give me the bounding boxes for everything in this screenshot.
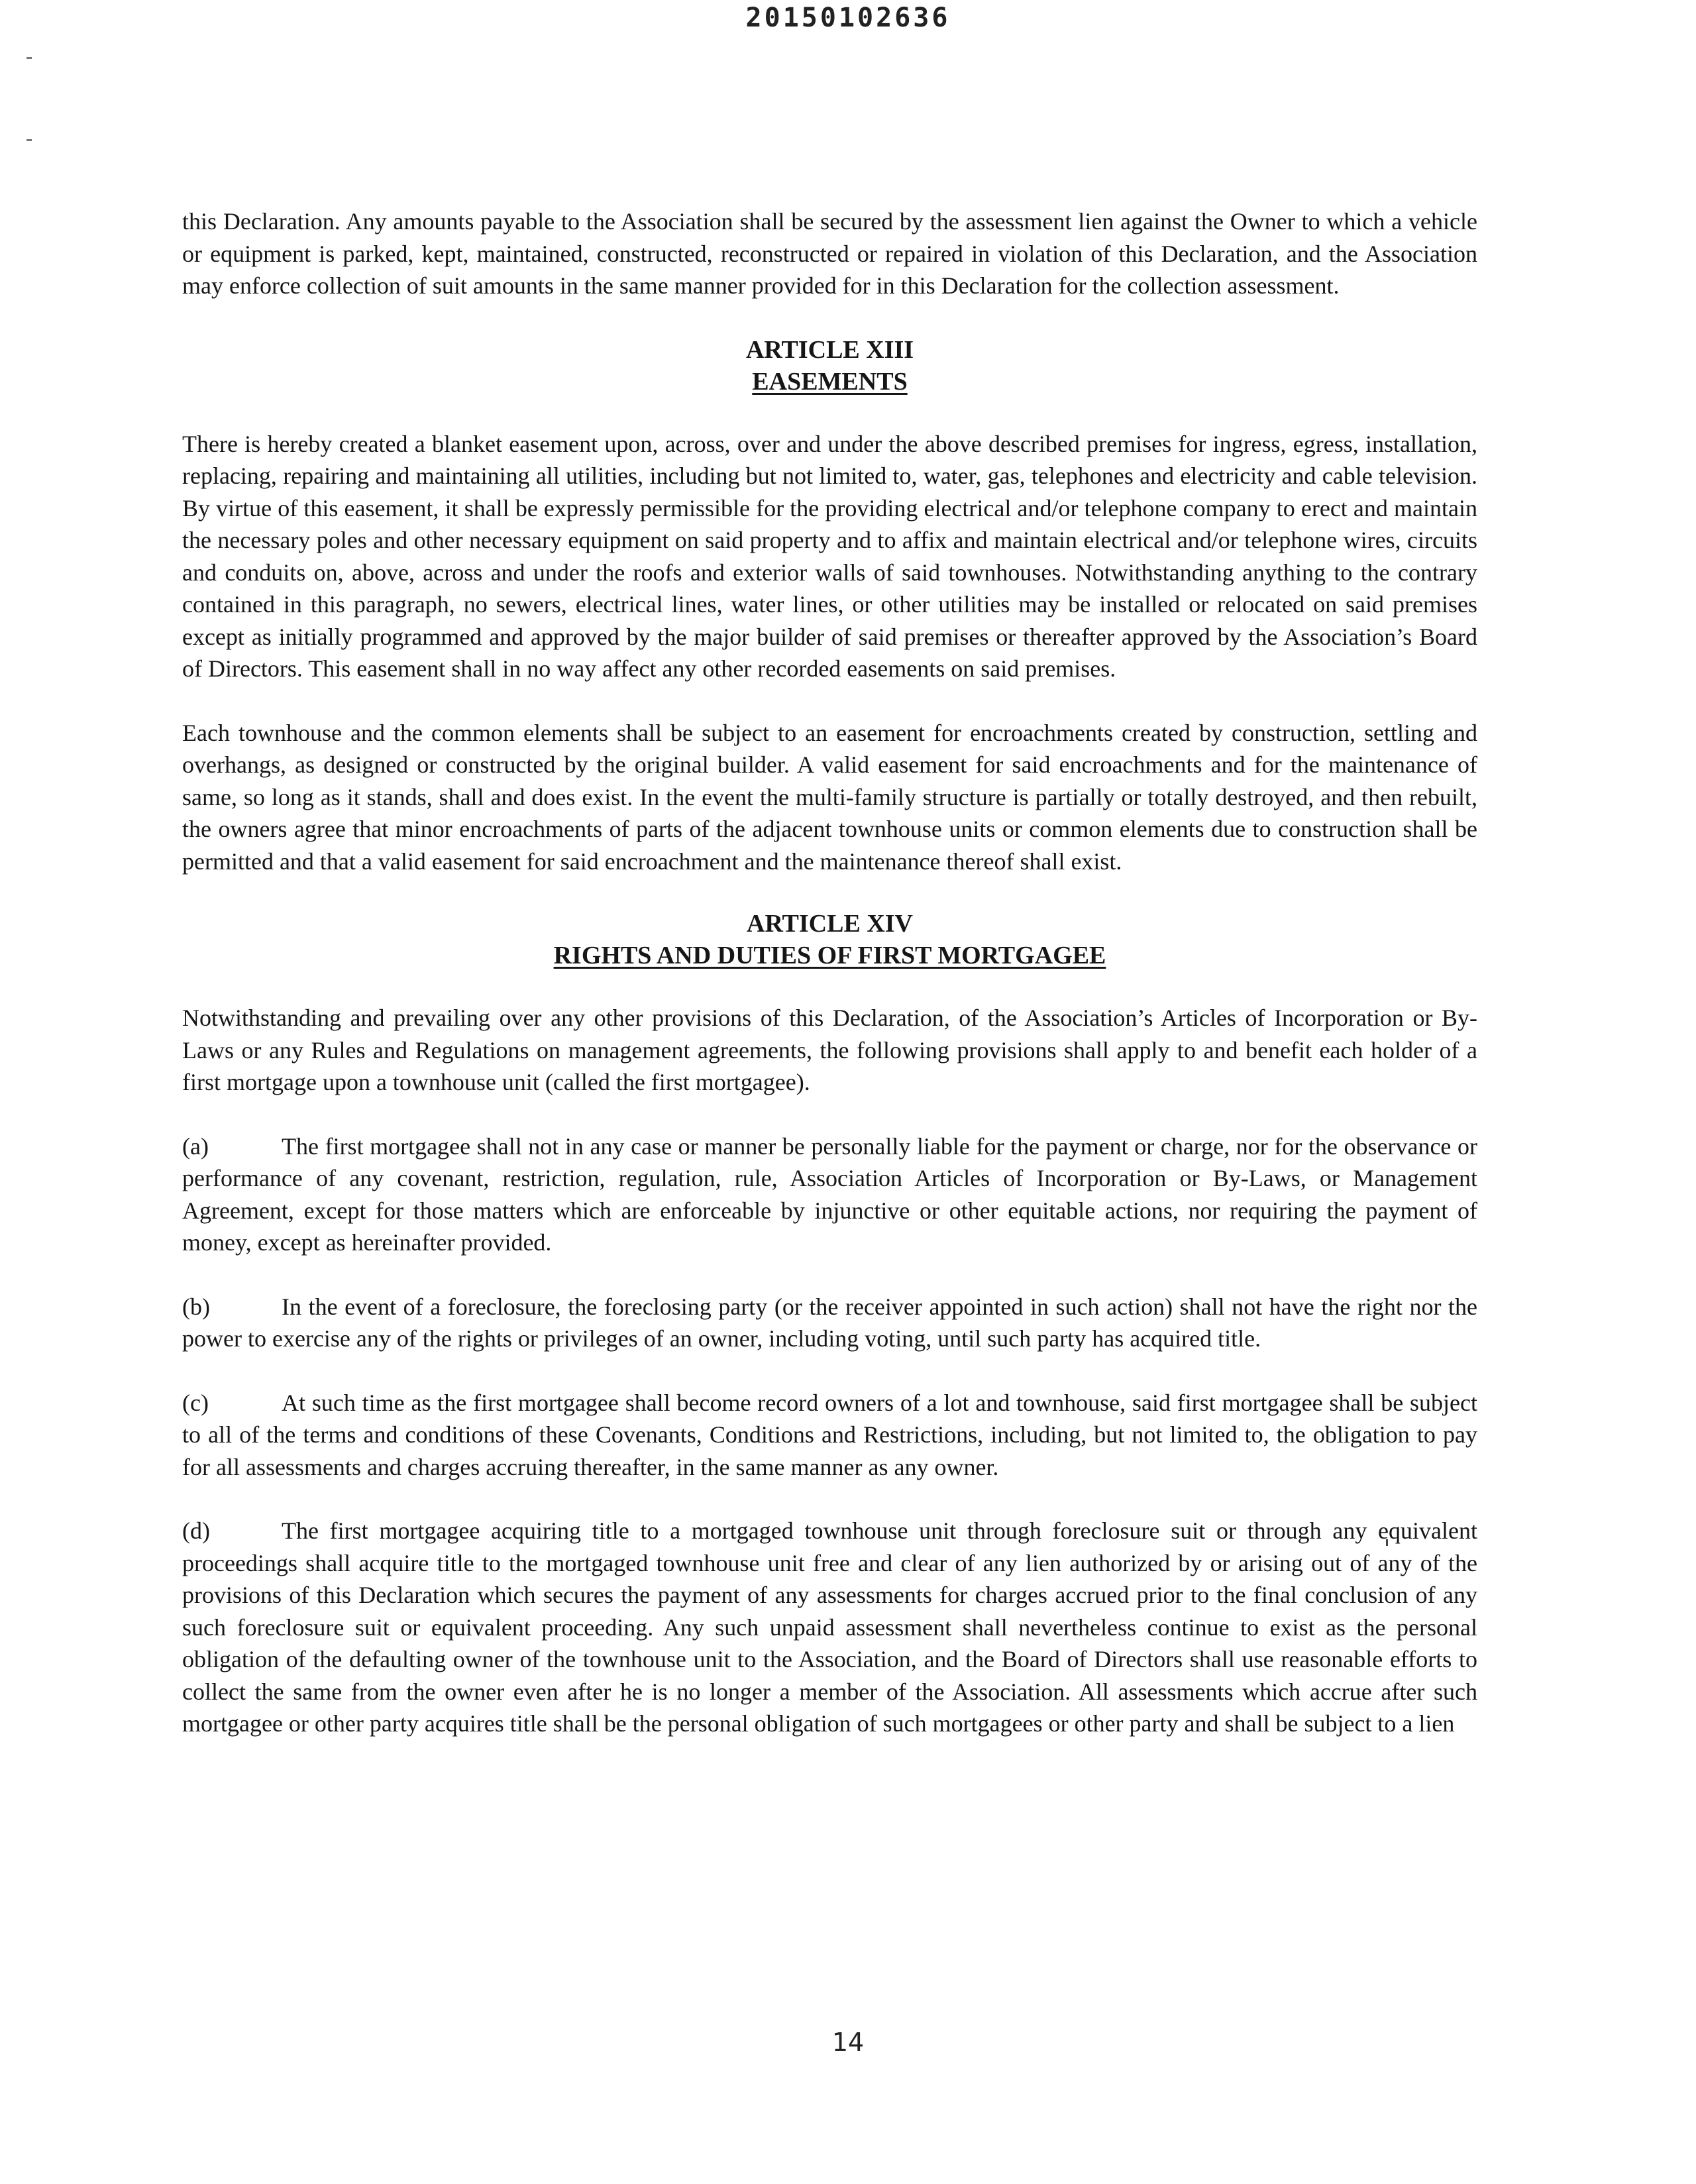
article-number: ARTICLE XIV <box>747 910 913 938</box>
list-item <box>182 1130 1477 1259</box>
item-text: At such time as the first mortgagee shall become record owners of a lot and townhouse, said first mortgagee shall be subject to all of the terms and conditions of these Covenants, Conditions and Restrictions, including, but not limited to, the obligation to pay for all assessments and charges accruing thereafter, in the same manner as any owner. <box>182 1389 1477 1480</box>
item-text: The first mortgagee shall not in any case or manner be personally liable for the payment or charge, nor for the observance or performance of any covenant, restriction, regulation, rule, Association Articles of Incorporation or By-Laws, or Management Agreement, except for those matters which are enforceable by injunctive or other equitable actions, nor requiring the payment of money, except as hereinafter provided. <box>182 1132 1477 1256</box>
list-item <box>182 1291 1477 1355</box>
intro-paragraph: this Declaration. Any amounts payable to the Association shall be secured by the assessment lien against the Owner to which a vehicle or equipment is parked, kept, maintained, constructed, reconstructed or repaired in violation of this Declaration, and the Association may enforce collection of suit amounts in the same manner provided for in this Declaration for the collection assessment. <box>182 208 1477 299</box>
easements-paragraph-1: There is hereby created a blanket easement upon, across, over and under the above described premises for ingress, egress, installation, replacing, repairing and maintaining all utilities, including but not limited to, water, gas, telephones and electricity and cable television. By virtue of this easement, it shall be expressly permissible for the providing electrical and/or telephone company to erect and maintain the necessary poles and other necessary equipment on said property and to affix and maintain electrical and/or telephone wires, circuits and conduits on, above, across and under the roofs and exterior walls of said townhouses. Notwithstanding anything to the contrary contained in this paragraph, no sewers, electrical lines, water lines, or other utilities may be installed or relocated on said premises except as initially programmed and approved by the major builder of said premises or thereafter approved by the Association’s Board of Directors. This easement shall in no way affect any other recorded easements on said premises. <box>182 430 1477 682</box>
item-label: (c) <box>182 1389 209 1416</box>
document-body <box>182 205 1477 1740</box>
list-item <box>182 1387 1477 1484</box>
article-title: EASEMENTS <box>752 367 908 396</box>
item-text: In the event of a foreclosure, the foreclosing party (or the receiver appointed in such action) shall not have the right nor the power to exercise any of the rights or privileges of an owner, including voting, until such party has acquired title. <box>182 1293 1477 1352</box>
mortgagee-intro-paragraph: Notwithstanding and prevailing over any other provisions of this Declaration, of the Association’s Articles of Incorporation or By-Laws or any Rules and Regulations on management agreements, the following provisions shall apply to and benefit each holder of a first mortgage upon a townhouse unit (called the first mortgagee). <box>182 1005 1477 1095</box>
item-label: (b) <box>182 1293 210 1320</box>
article-number: ARTICLE XIII <box>745 335 914 364</box>
article-title: RIGHTS AND DUTIES OF FIRST MORTGAGEE <box>553 942 1106 969</box>
scan-mark <box>26 139 32 141</box>
page-number: 14 <box>831 2028 865 2057</box>
list-item <box>182 1515 1477 1740</box>
item-label: (a) <box>182 1132 209 1160</box>
scan-mark <box>26 57 32 59</box>
document-number: 20150102636 <box>745 3 951 33</box>
article-xiv-heading <box>182 908 1477 971</box>
item-label: (d) <box>182 1517 210 1544</box>
easements-paragraph-2: Each townhouse and the common elements shall be subject to an easement for encroachments created by construction, settling and overhangs, as designed or constructed by the original builder. A valid easement for said encroachments and for the maintenance of same, so long as it stands, shall and does exist. In the event the multi-family structure is partially or totally destroyed, and then rebuilt, the owners agree that minor encroachments of parts of the adjacent townhouse units or common elements due to construction shall be permitted and that a valid easement for said encroachment and the maintenance thereof shall exist. <box>182 719 1477 875</box>
item-text: The first mortgagee acquiring title to a mortgaged townhouse unit through foreclosure suit or through any equivalent proceedings shall acquire title to the mortgaged townhouse unit free and clear of any lien authorized by or arising out of any of the provisions of this Declaration which secures the payment of any assessments for charges accrued prior to the final conclusion of any such foreclosure suit or equivalent proceeding. Any such unpaid assessment shall nevertheless continue to exist as the personal obligation of the defaulting owner of the townhouse unit to the Association, and the Board of Directors shall use reasonable efforts to collect the same from the owner even after he is no longer a member of the Association. All assessments which accrue after such mortgagee or other party acquires title shall be the personal obligation of such mortgagees or other party and shall be subject to a lien <box>182 1517 1477 1737</box>
article-xiii-heading <box>182 334 1477 398</box>
